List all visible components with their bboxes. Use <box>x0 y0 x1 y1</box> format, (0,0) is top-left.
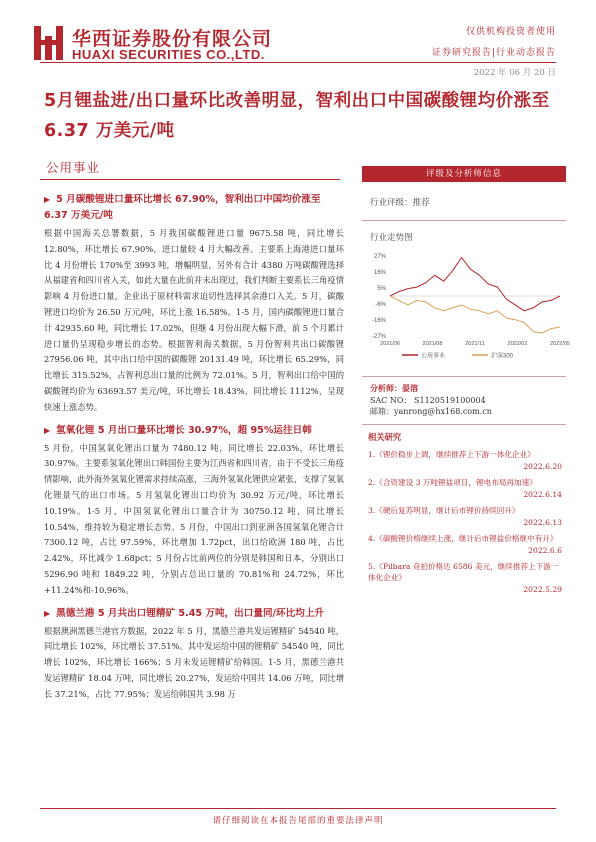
rating-value: 推荐 <box>412 198 430 208</box>
y-tick-label: 16% <box>373 270 386 276</box>
section-1 <box>44 192 344 416</box>
analyst-label: 分析师： <box>370 383 402 393</box>
section-3 <box>44 606 344 703</box>
industry-rating: 行业评级：推荐 <box>370 198 430 208</box>
report-header <box>0 0 596 88</box>
series-line-1 <box>390 296 560 333</box>
sector-label: 公用事业 <box>46 160 101 175</box>
triangle-bullet-icon: ▶ <box>44 425 51 435</box>
x-tick-label: 2021/08 <box>422 341 443 347</box>
company-name-en: HUAXI SECURITIES CO.,LTD. <box>72 47 265 62</box>
legend-label-csi300: 沪深300 <box>491 353 514 360</box>
related-item[interactable]: 3.《硬后复苏明显，继计后市锂价持续回升》 2022.6.13 <box>368 506 562 527</box>
sac-number: SAC NO： S1120519100004 <box>370 395 486 405</box>
huaxi-logo-icon <box>34 26 64 60</box>
report-title: 5月锂盐进/出口量环比改善明显，智利出口中国碳酸锂均价涨至 6.37 万美元/吨 <box>44 91 550 141</box>
analyst-info <box>362 376 566 418</box>
triangle-bullet-icon: ▶ <box>44 195 51 204</box>
x-tick-label: 2021/11 <box>465 341 485 347</box>
sidebar-header: 评级及分析师信息 <box>362 166 566 182</box>
related-item[interactable]: 2.《合资建设 3 万吨锂盐项目，锂电布局再加速》 2022.6.14 <box>368 478 562 499</box>
related-item[interactable]: 5.《Pilbara 竞拍价格达 6586 美元，继续推荐上下游一体化企业》 2022.5.29 <box>368 562 562 594</box>
sector-divider <box>40 179 340 180</box>
y-tick-label: 27% <box>373 254 386 260</box>
related-research <box>362 424 566 594</box>
y-tick-label: -27% <box>371 334 386 340</box>
report-date: 2022 年 06 月 20 日 <box>473 68 556 78</box>
section-heading: ▶ 氢氧化锂 5 月出口量环比增长 30.97%，超 95%运往日韩 <box>44 424 312 436</box>
industry-trend-chart <box>362 252 570 358</box>
company-name-cn: 华西证券股份有限公司 <box>72 28 273 50</box>
sidebar <box>362 166 570 594</box>
x-tick-label: 2022/05 <box>550 341 570 347</box>
related-item[interactable]: 1.《锂价稳步上调，继续推荐上下游一体化企业》 2022.6.20 <box>368 450 562 471</box>
triangle-bullet-icon: ▶ <box>44 608 51 618</box>
sidebar-divider <box>362 220 566 221</box>
audience-note: 仅供机构投资者使用 <box>465 27 556 37</box>
y-tick-label: -16% <box>371 318 386 324</box>
trend-chart-label: 行业走势图 <box>370 233 413 243</box>
header-divider <box>40 62 556 63</box>
section-body: 5 月份，中国氢氧化锂出口量为 7480.12 吨，同比增长 22.03%，环比增长 30.97%。主要系氢氧化锂出口韩国份主要为江西省和四川省，由于不受长三角疫情影响，此外海外氢氧化锂需求持续高涨，三海外氢氧化锂供应紧张，支撑了氢氧化锂景气的出口市场。5 月氢氧化锂出口均价为 30.92 万元/吨，环比增长 10.19%。1-5 月，中国氢氧化锂出口量合计为 30750.12 吨，同比增长 10.54%，维持较为稳定增长态势。5 月份，中国出口到亚洲各国氢氧化锂合计 7300.12 吨，占比 97.59%，环比增加 1.72pct，出口给欧洲 180 吨，占比 2.42%，环比减少 1.68pct；5 月份占比前两位的分别是韩国和日本，分别出口 5296.90 吨和 1849.22 吨，分别占总出口量的 70.81%和 24.72%，环比+11.24%和-10.96%。 <box>44 442 344 595</box>
series-line-0 <box>390 258 560 311</box>
section-heading: ▶ 黑德兰港 5 月共出口锂精矿 5.45 万吨，出口量同/环比均上升 <box>44 607 325 619</box>
section-body: 根据中国海关总署数据，5 月我国碳酸锂进口量 9675.58 吨，同比增长 12.80%，环比增长 67.90%，进口量较 4 月大幅改善。主要系上海港进口量环比 4 月份增长 170%至 3993 吨，增幅明显，另外有合计 4380 万吨碳酸锂选择从福建省和四川省入关，如此大量在此前并未出现过，我们判断主要系长三角疫情影响 4 月份进口量，企业出于原材料需求迫切性选择其余港口入关。5 月，碳酸锂进口均价为 26.50 万元/吨，环比上涨 16.58%。1-5 月，国内碳酸锂进口量合计 42935.60 吨，同比增长 17.02%，但继 4 月份出现大幅下滑，前 5 个月累计进口量仍呈现稳步增长的态势。根据智利海关数据，5 月份智利共出口碳酸锂 27956.06 吨，其中出口给中国的碳酸锂 20131.49 吨，环比增长 65.29%，同比增长 315.52%，占智利总出口量的比例为 72.01%。5 月，智利出口给中国的碳酸锂均价为 63693.57 美元/吨，环比增长 18.43%，同比增长 1112%，呈现快速上涨态势。 <box>44 228 344 412</box>
related-item[interactable]: 4.《碳酸锂价格继续上涨，继计后市锂盐价格继中有升》 2022.6.6 <box>368 534 562 555</box>
y-tick-label: 5% <box>377 286 386 292</box>
x-tick-label: 2021/06 <box>380 341 400 347</box>
section-2 <box>44 423 344 599</box>
section-heading: ▶ 5 月碳酸锂进口量环比增长 67.90%，智利出口中国均价涨至 6.37 万美元/吨 <box>44 194 321 221</box>
footer-divider <box>40 808 556 809</box>
y-tick-label: -6% <box>375 302 386 308</box>
legal-footer: 请仔细阅读在本报告尾部的重要法律声明 <box>212 816 384 826</box>
chart-legend <box>362 348 566 362</box>
analyst-name: 晏溶 <box>402 383 418 393</box>
section-body: 根据澳洲黑德兰港官方数据，2022 年 5 月，黑德兰港共发运锂精矿 54540 吨，同比增长 102%，环比增长 37.51%。其中发运给中国的锂精矿 54540 吨，同比增长 102%，环比增长 166%；5 月未发运锂精矿给韩国。1-5 月，黑德兰港共发运锂精矿 18.04 万吨，同比增长 20.27%，发运给中国共 14.06 万吨，同比增长 37.21%，占比 77.95%；发运给韩国共 3.98 万 <box>44 625 344 699</box>
legend-label-utilities: 公用事业 <box>421 353 446 360</box>
x-tick-label: 2022/02 <box>507 341 528 347</box>
analyst-email[interactable]: 邮箱：yanrong@hx168.com.cn <box>370 407 492 416</box>
main-content <box>44 192 344 710</box>
related-heading: 相关研究 <box>368 432 402 442</box>
report-type: 证券研究报告|行业动态报告 <box>431 48 556 58</box>
